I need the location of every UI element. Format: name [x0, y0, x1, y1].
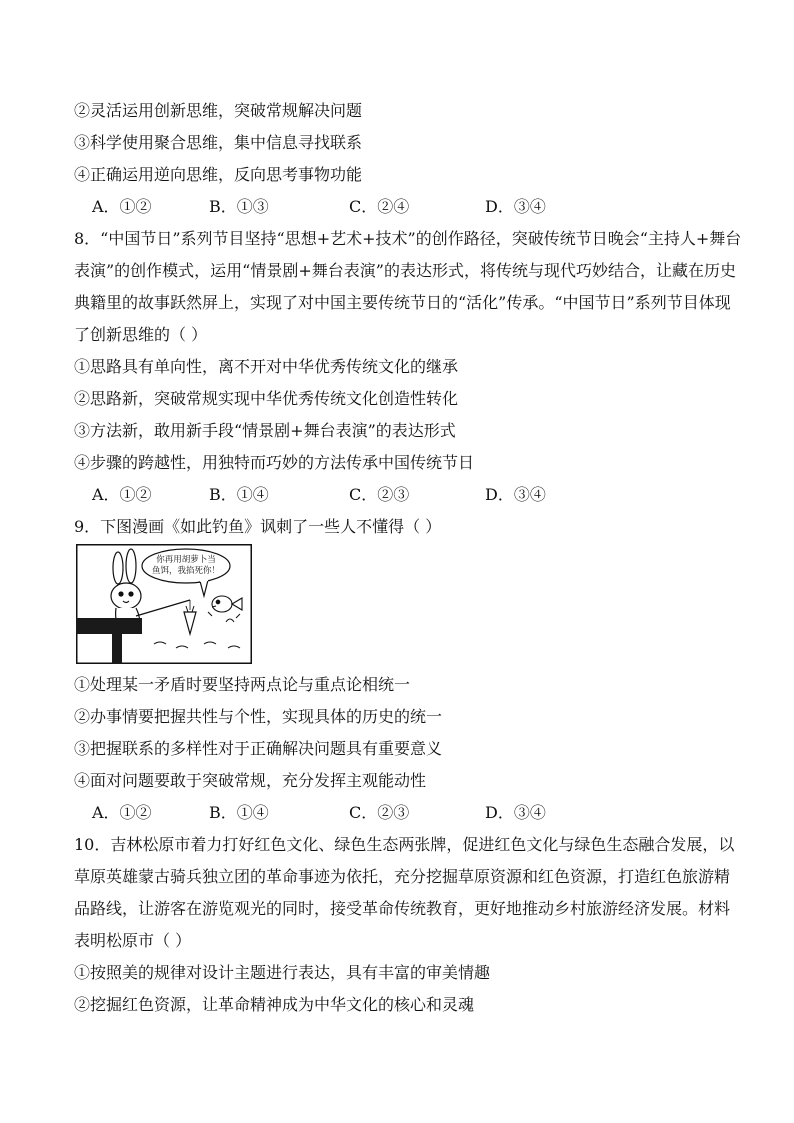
- q9-stem: 9．下图漫画《如此钓鱼》讽刺了一些人不懂得（ ）: [74, 517, 442, 536]
- q7-option-a[interactable]: A．①②: [92, 197, 152, 216]
- q9-statement-2: ②办事情要把握共性与个性，实现具体的历史的统一: [74, 707, 443, 726]
- q10-stem-line-2: 草原英雄蒙古骑兵独立团的革命事迹为依托，充分挖掘草原资源和红色资源，打造红色旅游精: [74, 867, 731, 886]
- q8-option-b[interactable]: B．①④: [209, 485, 269, 504]
- q7-statement-2: ②灵活运用创新思维，突破常规解决问题: [74, 101, 363, 120]
- q8-statement-3: ③方法新，敢用新手段“情景剧+舞台表演”的表达形式: [74, 421, 456, 440]
- q10-stem-line-1: 10．吉林松原市着力打好红色文化、绿色生态两张牌，促进红色文化与绿色生态融合发展，以: [74, 835, 735, 854]
- q9-option-b[interactable]: B．①④: [209, 803, 269, 822]
- bubble-text-line-1: 你再用胡萝卜当: [156, 555, 216, 565]
- q7-option-c[interactable]: C．②④: [349, 197, 410, 216]
- q10-stem-line-4: 表明松原市（ ）: [74, 931, 192, 950]
- q7-option-d[interactable]: D．③④: [485, 197, 546, 216]
- dock-plank: [76, 618, 142, 634]
- q9-option-c[interactable]: C．②③: [349, 803, 410, 822]
- q8-stem-line-1: 8．“中国节日”系列节目坚持“思想+艺术+技术”的创作路径，突破传统节日晚会“主持人+舞台: [74, 229, 742, 248]
- q8-option-c[interactable]: C．②③: [349, 485, 410, 504]
- q8-statement-2: ②思路新，突破常规实现中华优秀传统文化创造性转化: [74, 389, 459, 408]
- fishing-cartoon-image: [76, 544, 252, 664]
- bubble-text-line-2: 鱼饵，我掐死你！: [151, 566, 221, 576]
- q10-stem-line-3: 品路线，让游客在游览观光的同时，接受革命传统教育，更好地推动乡村旅游经济发展。材料: [74, 899, 731, 918]
- q9-statement-1: ①处理某一矛盾时要坚持两点论与重点论相统一: [74, 675, 411, 694]
- q7-option-b[interactable]: B．①③: [209, 197, 269, 216]
- dock-post: [112, 634, 122, 664]
- q8-option-a[interactable]: A．①②: [92, 485, 152, 504]
- q7-statement-4: ④正确运用逆向思维，反向思考事物功能: [74, 165, 363, 184]
- q8-stem-line-4: 了创新思维的（ ）: [74, 325, 208, 344]
- q9-option-a[interactable]: A．①②: [92, 803, 152, 822]
- q10-statement-1: ①按照美的规律对设计主题进行表达，具有丰富的审美情趣: [74, 963, 491, 982]
- q9-statement-4: ④面对问题要敢于突破常规，充分发挥主观能动性: [74, 771, 427, 790]
- q8-stem-line-2: 表演”的创作模式，运用“情景剧+舞台表演”的表达形式，将传统与现代巧妙结合，让藏在历史: [74, 261, 736, 280]
- q8-stem-line-3: 典籍里的故事跃然屏上，实现了对中国主要传统节日的“活化”传承。“中国节日”系列节目体现: [74, 293, 731, 312]
- q8-option-d[interactable]: D．③④: [485, 485, 546, 504]
- q8-statement-1: ①思路具有单向性，离不开对中华优秀传统文化的继承: [74, 357, 459, 376]
- q9-statement-3: ③把握联系的多样性对于正确解决问题具有重要意义: [74, 739, 443, 758]
- q8-statement-4: ④步骤的跨越性，用独特而巧妙的方法传承中国传统节日: [74, 453, 475, 472]
- q9-option-d[interactable]: D．③④: [485, 803, 546, 822]
- q7-statement-3: ③科学使用聚合思维，集中信息寻找联系: [74, 133, 363, 152]
- q10-statement-2: ②挖掘红色资源，让革命精神成为中华文化的核心和灵魂: [74, 995, 475, 1014]
